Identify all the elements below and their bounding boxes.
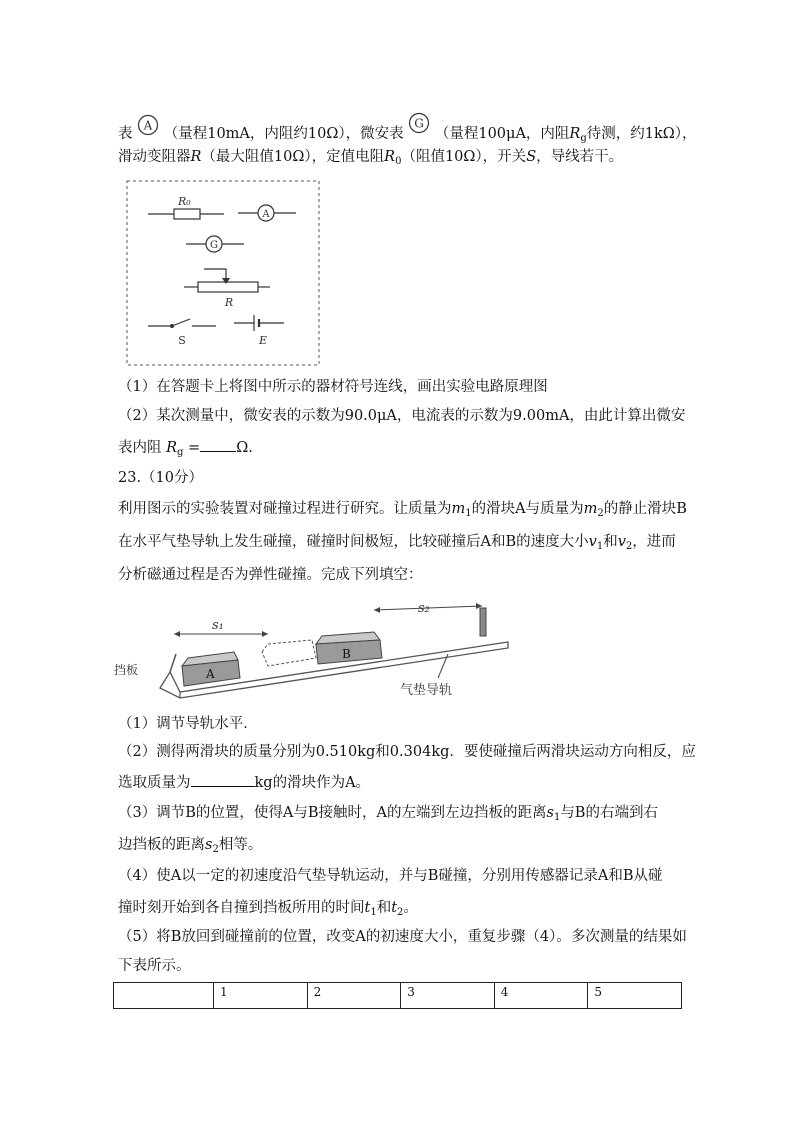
v1-letter: v [588,534,597,550]
left-baffle-icon [170,654,176,672]
text-step4-c: 。 [403,900,418,916]
q22-item-2-line-1: （2）某次测量中，微安表的示数为90.0μA，电流表的示数为9.00mA，由此计算出微安 [118,408,686,424]
s2-figure-label: s₂ [418,601,430,616]
baffle-label: 挡板 [114,663,139,677]
q22-item-1: （1）在答题卡上将图中所示的器材符号连线，画出实验电路原理图 [118,379,548,395]
m2-letter: m [583,501,598,517]
m1-subscript: 1 [465,508,472,519]
text-ammeter-spec: （量程10mA，内阻约10Ω），微安表 [163,126,404,142]
ammeter-symbol-icon [137,114,159,136]
s2-subscript: 2 [212,844,219,855]
circuit-components-figure [126,180,322,368]
table-cell-2: 2 [307,983,401,1009]
text-step2-a: 选取质量为 [118,775,191,791]
s1-subscript: 1 [553,812,561,823]
table-cell-1: 1 [214,983,308,1009]
v2-subscript: 2 [625,541,633,552]
t2-subscript: 2 [397,907,404,918]
text-equals: = [188,440,201,456]
galvanometer-label: G [210,240,218,251]
rg-subscript-answer: g [177,447,184,458]
rg-letter: R [569,126,581,142]
q23-step-2-line-1: （2）测得两滑块的质量分别为0.510kg和0.304kg．要使碰撞后两滑块运动方向相反，应 [118,744,696,760]
q23-step-3-line-2 [118,835,262,860]
battery-label: E [258,334,268,347]
s1-letter: s [546,805,554,821]
table-cell-5: 5 [588,983,682,1009]
text-meter-resistance: 表内阻 [118,440,162,456]
v1-subscript: 1 [596,541,604,552]
t1-subscript: 1 [370,907,377,918]
equipment-line-1 [118,112,697,149]
table-cell-label [114,983,214,1009]
text-step3-b: 与B的右端到右 [560,805,658,821]
switch-label: S [178,334,186,347]
block-b-label: B [342,647,351,661]
text-step2-b: kg的滑块作为A。 [254,775,371,791]
figure-dashed-border [127,181,319,365]
v2-letter: v [617,534,626,550]
dashed-block-outline [262,640,316,666]
rheostat-icon [198,282,258,292]
r0-letter: R [384,149,396,165]
block-a-label: A [206,667,215,681]
rg-letter-answer: R [166,440,178,456]
q23-step-5-line-1: （5）将B放回到碰撞前的位置，改变A的初速度大小，重复步骤（4）。多次测量的结果如 [118,929,687,945]
equipment-line-2 [118,147,623,172]
text-step3-d: 相等。 [218,837,263,853]
q22-item-2-line-2 [118,437,253,463]
right-baffle-icon [480,608,486,636]
s2-letter: s [205,837,213,853]
rheostat-label: R [224,296,234,309]
text-step4-a: 撞时刻开始到各自撞到挡板所用的时间 [118,900,365,916]
results-table [113,982,682,1009]
q23-step-3-line-1 [118,803,658,828]
table-cell-3: 3 [401,983,495,1009]
track-label: 气垫导轨 [400,683,453,698]
text-galvanometer-spec-2: 待测，约1kΩ）， [586,126,697,142]
text-intro-2a: 在水平气垫导轨上发生碰撞，碰撞时间极短，比较碰撞后A和B的速度大小 [118,534,589,550]
text-rheostat-spec: （最大阻值10Ω），定值电阻 [201,149,385,165]
q23-step-4-line-1: （4）使A以一定的初速度沿气垫导轨运动，并与B碰撞，分别用传感器记录A和B从碰 [118,868,663,884]
table-header-row [114,983,682,1009]
text-intro-1b: 的滑块A与质量为 [471,501,584,517]
q23-step-2-line-2 [118,772,370,793]
air-track-figure [112,598,532,706]
text-wires: ，导线若干。 [536,149,624,165]
q23-intro-line-3: 分析磁通过程是否为弹性碰撞。完成下列填空： [118,567,423,583]
s-letter: S [526,149,537,165]
m2-subscript: 2 [597,508,604,519]
text-step4-b: 和 [376,900,392,916]
resistor-r0-icon [174,209,200,219]
text-resistor-spec: （阻值10Ω），开关 [401,149,527,165]
switch-icon [172,319,190,326]
text-intro-1c: 的静止滑块B [603,501,687,517]
text-galvanometer-spec-1: （量程100μA，内阻 [434,126,570,142]
s1-figure-label: s₁ [212,618,224,633]
galvanometer-symbol-letter: G [414,116,425,131]
ammeter-label: A [262,209,270,220]
q23-step-1: （1）调节导轨水平． [118,716,258,732]
t2-letter: t [391,900,398,916]
r-letter: R [190,149,202,165]
q23-step-5-line-2: 下表所示。 [118,958,191,974]
text-ohm-unit: Ω. [236,440,253,456]
ammeter-symbol-letter: A [143,118,153,133]
r0-label: R₀ [178,195,191,208]
table-cell-4: 4 [494,983,588,1009]
text-step3-a: （3）调节B的位置，使得A与B接触时，A的左端到左边挡板的距离 [118,805,547,821]
text-ammeter-prefix: 表 [118,126,133,142]
mass-answer-blank[interactable] [191,772,255,787]
q23-intro-line-2 [118,532,676,557]
galvanometer-symbol-icon [408,112,430,134]
rg-subscript: g [580,133,587,144]
r0-subscript: 0 [395,156,402,167]
q23-step-4-line-2 [118,898,418,923]
text-rheostat: 滑动变阻器 [118,149,191,165]
text-step3-c: 边挡板的距离 [118,837,205,853]
q23-intro-line-1 [118,499,687,524]
t1-letter: t [364,900,371,916]
q23-header: 23.（10分） [118,470,204,486]
text-intro-2b: 和 [603,534,618,550]
rg-answer-blank[interactable] [200,437,236,452]
m1-letter: m [451,501,466,517]
text-intro-2c: ，进而 [632,534,676,550]
text-intro-1a: 利用图示的实验装置对碰撞过程进行研究。让质量为 [118,501,452,517]
